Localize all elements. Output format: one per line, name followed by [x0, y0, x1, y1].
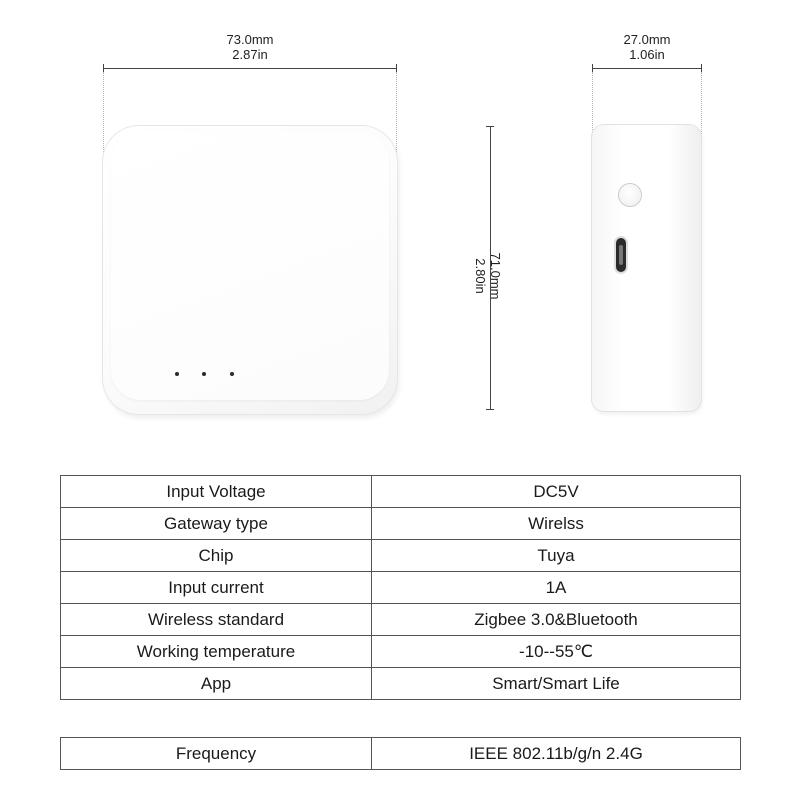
- table-row: [61, 572, 741, 604]
- table-row: [61, 508, 741, 540]
- depth-tick-right: [701, 64, 702, 72]
- width-mm: 73.0mm: [226, 32, 274, 47]
- width-dimension-line: [103, 68, 397, 69]
- table-row: [61, 668, 741, 700]
- status-led-2: [202, 372, 206, 376]
- table-row: [61, 540, 741, 572]
- height-dimension-label: [473, 246, 503, 306]
- depth-dimension-line: [592, 68, 702, 69]
- spec-label: Wireless standard: [61, 604, 372, 636]
- width-tick-right: [396, 64, 397, 72]
- spec-value: Zigbee 3.0&Bluetooth: [372, 604, 741, 636]
- depth-mm: 27.0mm: [623, 32, 671, 47]
- status-led-1: [175, 372, 179, 376]
- status-led-3: [230, 372, 234, 376]
- frequency-label: Frequency: [61, 738, 372, 770]
- table-row: [61, 636, 741, 668]
- width-tick-left: [103, 64, 104, 72]
- depth-guide-right: [701, 72, 702, 152]
- spec-label: Working temperature: [61, 636, 372, 668]
- usb-port-icon: [616, 238, 626, 272]
- spec-label: Input current: [61, 572, 372, 604]
- spec-value: DC5V: [372, 476, 741, 508]
- height-in: 2.80in: [473, 258, 488, 294]
- gateway-front-view: [103, 126, 397, 414]
- spec-value: -10--55℃: [372, 636, 741, 668]
- height-tick-bottom: [486, 409, 494, 410]
- frequency-value: IEEE 802.11b/g/n 2.4G: [372, 738, 741, 770]
- height-mm: 71.0mm: [488, 252, 503, 300]
- table-row: [61, 738, 741, 770]
- height-tick-top: [486, 126, 494, 127]
- depth-in: 1.06in: [629, 47, 665, 62]
- spec-value: Wirelss: [372, 508, 741, 540]
- spec-label: Input Voltage: [61, 476, 372, 508]
- spec-value: Smart/Smart Life: [372, 668, 741, 700]
- gateway-top-surface: [111, 132, 389, 400]
- spec-value: Tuya: [372, 540, 741, 572]
- width-in: 2.87in: [232, 47, 268, 62]
- table-row: [61, 604, 741, 636]
- spec-value: 1A: [372, 572, 741, 604]
- spec-label: Gateway type: [61, 508, 372, 540]
- gateway-side-view: [592, 125, 701, 411]
- frequency-table: [60, 737, 741, 770]
- spec-table: [60, 475, 741, 700]
- reset-button-icon: [619, 184, 641, 206]
- table-row: [61, 476, 741, 508]
- depth-dimension-label: [597, 32, 697, 62]
- spec-label: Chip: [61, 540, 372, 572]
- spec-label: App: [61, 668, 372, 700]
- depth-tick-left: [592, 64, 593, 72]
- width-dimension-label: [200, 32, 300, 62]
